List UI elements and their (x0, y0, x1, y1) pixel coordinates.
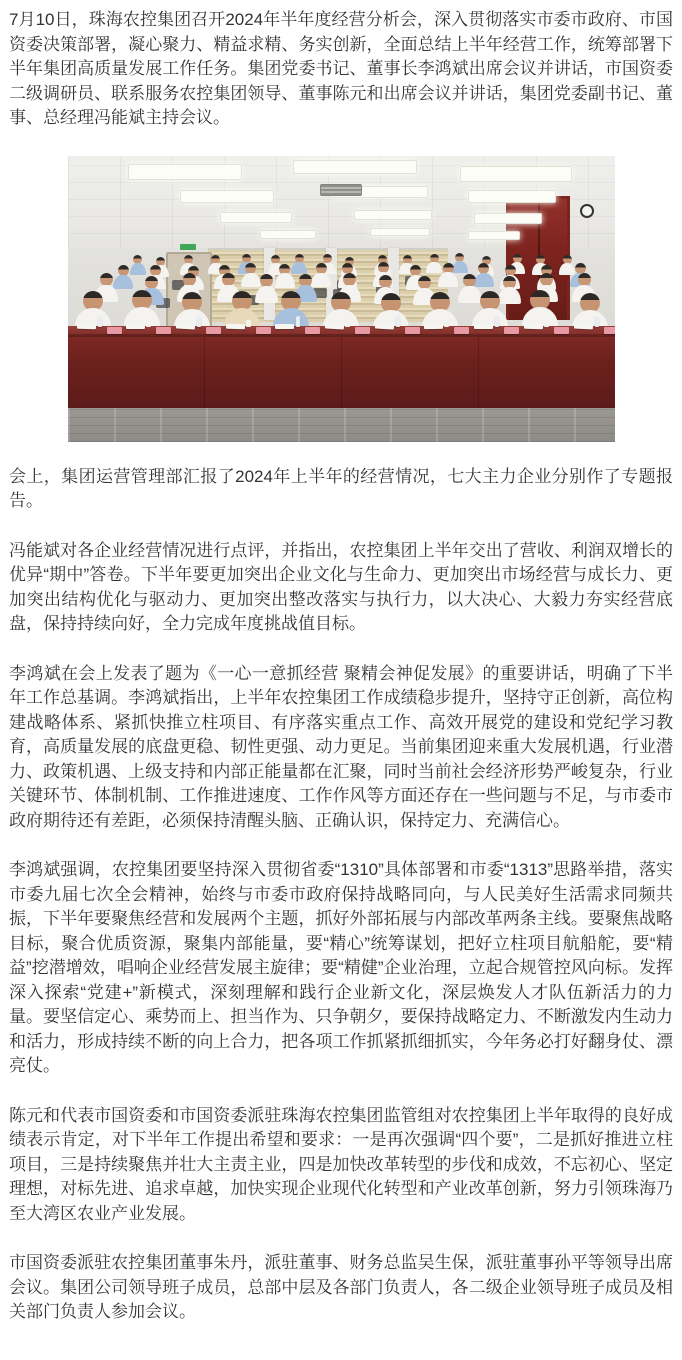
table-seam (204, 337, 205, 408)
name-placard (305, 327, 320, 334)
tea-cup (345, 320, 350, 327)
ac-vent (320, 184, 362, 196)
paper-pad (573, 323, 592, 329)
floor (68, 408, 615, 442)
ceiling-light (180, 190, 274, 203)
paper-pad (126, 323, 145, 328)
meeting-photo (68, 156, 615, 442)
name-placard (156, 327, 171, 334)
ceiling-light (468, 231, 520, 240)
ceiling-light (128, 164, 242, 180)
article-paragraph-2: 会上，集团运营管理部汇报了2024年上半年的经营情况，七大主力企业分别作了专题报告。 (9, 466, 673, 510)
table-seam (341, 337, 342, 408)
ceiling-light (474, 213, 542, 224)
name-placard (355, 327, 370, 334)
paper-pad (76, 323, 95, 328)
ceiling-light (354, 210, 432, 220)
name-placard (604, 327, 615, 334)
ceiling-light (293, 160, 417, 174)
water-bottle (396, 316, 400, 327)
ceiling-light (468, 190, 556, 203)
article-paragraph-4: 李鸿斌在会上发表了题为《一心一意抓经营 聚精会神促发展》的重要讲话，明确了下半年工作总基调。李鸿斌指出，上半年农控集团工作成绩稳步提升，坚持守正创新，高位构建战略体系、紧抓快推立柱项目、有序落实重点工作、高效开展党的建设和党纪学习教育，高质量发展的底盘更稳、韧性更强、动力更足。当前集团迎来重大发展机遇，行业潜力、政策机遇、上级支持和内部正能量都在汇聚，同时当前社会经济形势严峻复杂，行业关键环节、体制机制、工作推进速度、工作作风等方面还存在一些问题与不足，与市委市政府期待还有差距，必须保持清醒头脑、正确认识，保持定力、充满信心。 (9, 663, 673, 830)
article-paragraph-7: 市国资委派驻农控集团董事朱丹，派驻董事、财务总监吴生保，派驻董事孙平等领导出席会议。集团公司领导班子成员，总部中层及各部门负责人，各二级企业领导班子成员及相关部门负责人参加会议。 (9, 1253, 673, 1321)
tea-cup (544, 320, 549, 327)
name-placard (504, 327, 519, 334)
article-paragraph-1: 7月10日，珠海农控集团召开2024年半年度经营分析会，深入贯彻落实市委市政府、市国资委决策部署，凝心聚力、精益求精、务实创新，全面总结上半年经营工作，统筹部署下半年集团高质量发展工作任务。集团党委书记、董事长李鸿斌出席会议并讲话，市国资委二级调研员、联系服务农控集团领导、董事陈元和出席会议并讲话，集团党委副书记、董事、总经理冯能斌主持会议。 (9, 10, 673, 127)
paper-pad (226, 323, 245, 328)
ceiling-light (220, 212, 292, 223)
article-paragraph-6: 陈元和代表市国资委和市国资委派驻珠海农控集团监管组对农控集团上半年取得的良好成绩表示肯定，对下半年工作提出希望和要求：一是再次强调“四个要”，二是抓好推进立柱项目，三是持续聚焦并壮大主责主业，四是加快改革转型的步伐和成效，不忘初心、坚定理想，对标先进、追求卓越，加快实现企业现代化转型和产业改革创新，努力引领珠海乃至大湾区农业产业发展。 (9, 1105, 673, 1223)
name-placard (256, 327, 271, 334)
ceiling-light (260, 230, 316, 239)
paper-pad (524, 323, 543, 329)
tea-cup (444, 320, 449, 327)
name-placard (554, 327, 569, 334)
water-bottle (495, 316, 499, 327)
ceiling-light (370, 228, 430, 236)
paper-pad (325, 323, 344, 329)
paper-pad (424, 323, 443, 328)
paper-pad (275, 323, 294, 328)
tea-cup (246, 320, 251, 327)
water-bottle (98, 316, 102, 327)
article-paragraph-3: 冯能斌对各企业经营情况进行点评，并指出，农控集团上半年交出了营收、利润双增长的优异“期中”答卷。下半年要更加突出企业文化与生命力、更加突出市场经营与成长力、更加突出结构优化与驱动力、更加突出整改落实与执行力，以大决心、大毅力夯实经营底盘，保持持续向好，全力完成年度挑战值目标。 (9, 540, 673, 633)
water-bottle (296, 316, 300, 327)
water-bottle (197, 316, 201, 327)
name-placard (405, 327, 420, 334)
name-placard (206, 327, 221, 334)
tea-cup (146, 320, 151, 327)
paper-pad (474, 323, 493, 328)
ceiling-light (460, 166, 572, 182)
water-bottle (595, 316, 599, 327)
name-placard (107, 327, 122, 334)
paper-pad (176, 323, 195, 329)
table-seam (478, 337, 479, 408)
paper-pad (375, 323, 394, 329)
name-placard (454, 327, 469, 334)
article-paragraph-5: 李鸿斌强调，农控集团要坚持深入贯彻省委“1310”具体部署和市委“1313”思路举措，落实市委九届七次全会精神，始终与市委市政府保持战略同向，与人民美好生活需求同频共振，下半年要聚焦经营和发展两个主题，抓好外部拓展与内部改革两条主线。要聚焦战略目标，聚合优质资源，聚集内部能量，要“精心”统筹谋划，把好立柱项目航船舵，要“精益”挖潜增效，唱响企业经营发展主旋律；要“精健”企业治理，立起合规管控风向标。发挥深入探索“党建+”新模式，深刻理解和践行企业新文化，深层焕发人才队伍新活力的力量。要坚信定心、乘势而上、担当作为、只争朝夕，要保持战略定力、不断激发内生动力和活力，形成持续不断的向上合力，把各项工作抓紧抓细抓实，今年务必打好翻身仗、漂亮仗。 (9, 860, 673, 1075)
